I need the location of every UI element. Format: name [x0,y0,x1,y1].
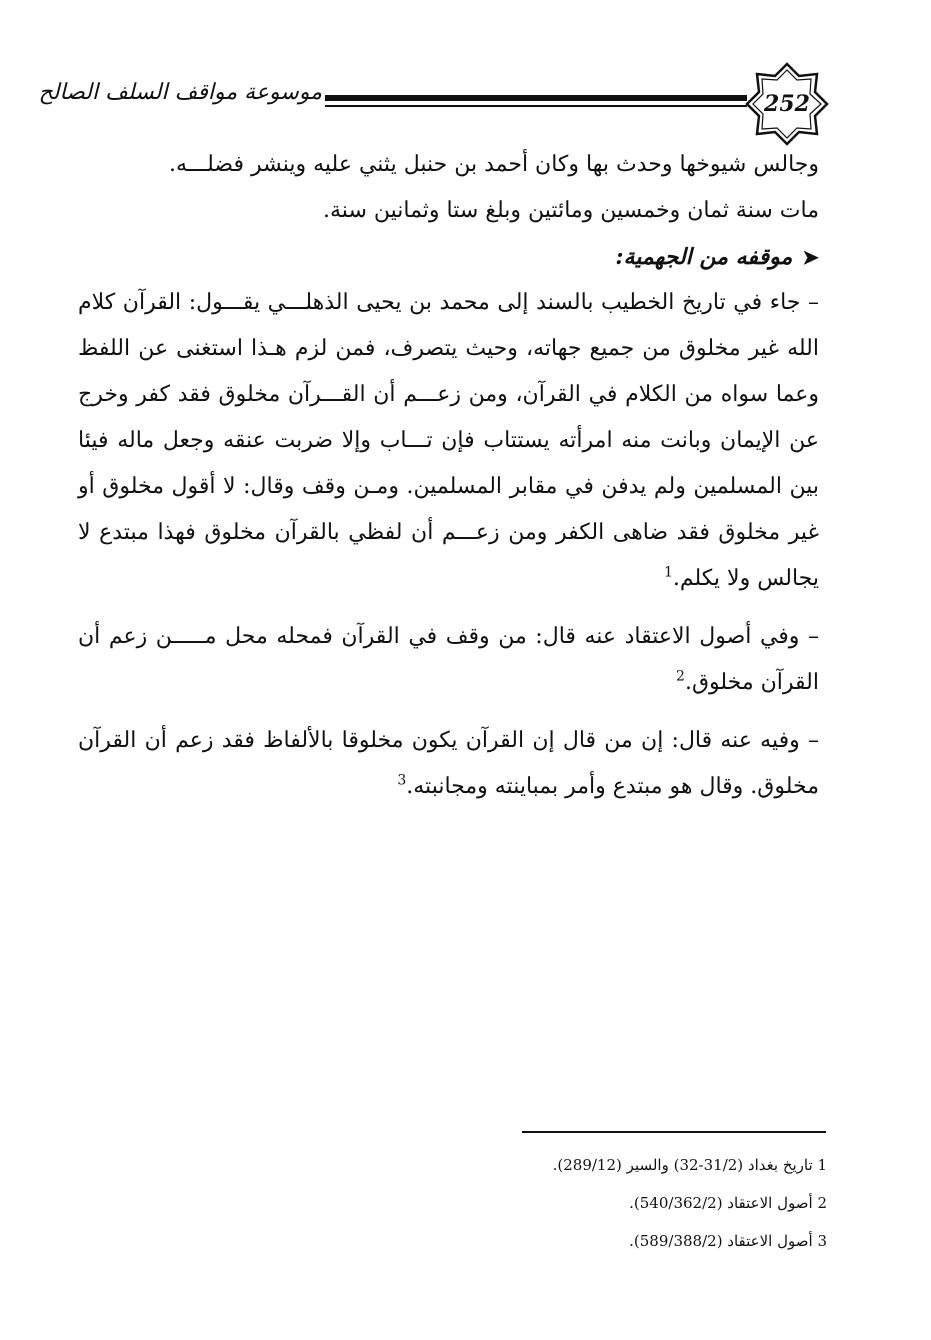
paragraph-3 [78,718,819,810]
footnote-text: أصول الاعتقاد (589/388/2). [629,1232,813,1250]
footnote-text: أصول الاعتقاد (540/362/2). [629,1194,813,1212]
header-rule-thick [325,95,747,101]
intro-line-2: مات سنة ثمان وخمسين ومائتين وبلغ ستا وثمانين سنة. [323,198,819,223]
footnote-item [480,1222,827,1260]
paragraph-1 [78,280,819,602]
paragraph-2-text: – وفي أصول الاعتقاد عنه قال: من وقف في القرآن فمحله محل مـــــن زعم أن القرآن مخلوق. [78,624,819,695]
footnote-number: 3 [817,1232,827,1250]
page-number-badge [745,62,829,146]
footnote-ref-2: 2 [676,668,685,685]
section-heading-row [78,234,819,280]
intro-line-1: وجالس شيوخها وحدث بها وكان أحمد بن حنبل يثني عليه وينشر فضلـــه. [168,152,819,177]
main-text [78,142,819,822]
page-number: 252 [764,91,810,117]
footnote-number: 2 [817,1194,827,1212]
footnotes [480,1146,827,1260]
paragraph-3-text: – وفيه عنه قال: إن من قال إن القرآن يكون مخلوقا بالألفاظ فقد زعم أن القرآن مخلوق. وقال هو مبتدع وأمر بمباينته ومجانبته. [78,728,819,799]
section-heading: موقفه من الجهمية: [615,244,793,270]
arrowhead-bullet-icon: ➤ [802,245,819,269]
book-title: موسوعة مواقف السلف الصالح [38,80,322,105]
paragraph-1-text: – جاء في تاريخ الخطيب بالسند إلى محمد بن يحيى الذهلـــي يقـــول: القرآن كلام الله غير مخلوق من جميع جهاته، وحيث يتصرف، فمن لزم هـذا استغنى عن اللفظ وعما سواه من الكلام في القرآن، ومن زعـــم أن القـــرآن مخلوق فقد كفر وخرج عن الإيمان وبانت منه امرأته يستتاب فإن تـــاب وإلا ضربت عنقه وجعل ماله فيئا بين المسلمين ولم يدفن في مقابر المسلمين. ومـن وقف وقال: لا أقول مخلوق أو غير مخلوق فقد ضاهى الكفر ومن زعـــم أن لفظي بالقرآن مخلوق فهذا مبتدع لا يجالس ولا يكلم. [78,290,819,591]
paragraph-2 [78,614,819,706]
footnote-ref-1: 1 [663,564,673,581]
footnote-item [480,1146,827,1184]
footnote-separator [522,1131,826,1133]
footnote-number: 1 [817,1156,827,1174]
header-rule-thin [325,105,747,107]
footnote-item [480,1184,827,1222]
footnote-ref-3: 3 [397,772,407,789]
footnote-text: تاريخ بغداد (31/2-32) والسير (289/12). [552,1156,813,1174]
page-header [38,62,811,132]
